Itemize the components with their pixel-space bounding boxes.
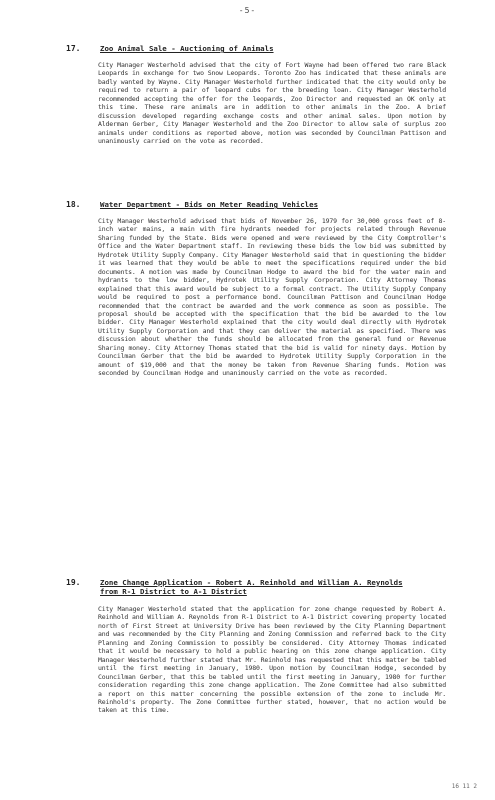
item-number: 18. [66, 200, 81, 209]
item-body: City Manager Westerhold advised that bids of November 26, 1979 for 30,000 gross feet of 8-inch water mains, a main with fire hydrants needed for projects related through Revenue Sharing funded by the State. Bids were opened and were reviewed by the City Comptroller's Office and the Water Department staff. In reviewing these bids the low bid was submitted by Hydrotek Utility Supply Company. City Manager Westerhold said that in questioning the bidder it was learned that they would be able to meet the specifications required under the bid documents. A motion was made by Councilman Hodge to award the bid for the water main and hydrants to the low bidder, Hydrotek Utility Supply Corporation. City Attorney Thomas explained that this award would be subject to a formal contract. The Utility Supply Company would be required to post a performance bond. Councilman Pattison and Councilman Hodge recommended that the contract be awarded and the work commence as soon as possible. The proposal should be accepted with the specification that the bid be awarded to the low bidder. City Manager Westerhold explained that the city would deal directly with Hydrotek Utility Supply Corporation and that they can deliver the material as specified. There was discussion about whether the funds should be allocated from the general fund or Revenue Sharing money. City Attorney Thomas stated that the bid is valid for ninety days. Motion by Councilman Gerber that the bid be awarded to Hydrotek Utility Supply Corporation in the amount of $19,000 and that the money be taken from Revenue Sharing funds. Motion was seconded by Councilman Hodge and unanimously carried on the vote as recorded. [98, 217, 446, 378]
item-body: City Manager Westerhold stated that the application for zone change requested by Robert A. Reinhold and William A. Reynolds from R-1 District to A-1 District covering property located north of First Street at University Drive has been reviewed by the City Planning Department and was recommended by the City Planning and Zoning Commission and referred back to the City Planning and Zoning Commission to possibly be considered. City Attorney Thomas indicated that it would be necessary to hold a public hearing on this zone change application. City Manager Westerhold further stated that Mr. Reinhold has requested that this matter be tabled until the first meeting in January, 1980. Upon motion by Councilman Hodge, seconded by Councilman Gerber, that this be tabled until the first meeting in January, 1980 for further consideration regarding this zone change application. The Zone Committee had also submitted a report on this matter concerning the possible extension of the zone to include Mr. Reinhold's property. The Zone Committee further stated, however, that no action would be taken at this time. [98, 605, 446, 715]
item-body: City Manager Westerhold advised that the city of Fort Wayne had been offered two rare Black Leopards in exchange for two Snow Leopards. Toronto Zoo has indicated that these animals are badly wanted by Wayne. City Manager Westerhold further indicated that the city would only be required to return a pair of leopard cubs for the breeding loan. City Manager Westerhold recommended accepting the offer for the leopards, Zoo Director and requested an OK only at this time. These rare animals are in addition to other animals in the Zoo. A brief discussion developed regarding exchange costs and other animal sales. Upon motion by Alderman Gerber, City Manager Westerhold and the Zoo Director to allow sale of surplus zoo animals under conditions as reported above, motion was seconded by Councilman Pattison and unanimously carried on the vote as recorded. [98, 61, 446, 146]
page-number: -5- [238, 6, 257, 15]
item-number: 19. [66, 578, 81, 587]
item-number: 17. [66, 44, 81, 53]
item-heading: Zoo Animal Sale - Auctioning of Animals [100, 44, 274, 53]
corner-mark: 16 11 2 [451, 783, 477, 790]
item-heading: Zone Change Application - Robert A. Reinhold and William A. Reynolds from R-1 District to A-1 District [100, 578, 403, 596]
item-heading: Water Department - Bids on Meter Reading Vehicles [100, 200, 319, 209]
